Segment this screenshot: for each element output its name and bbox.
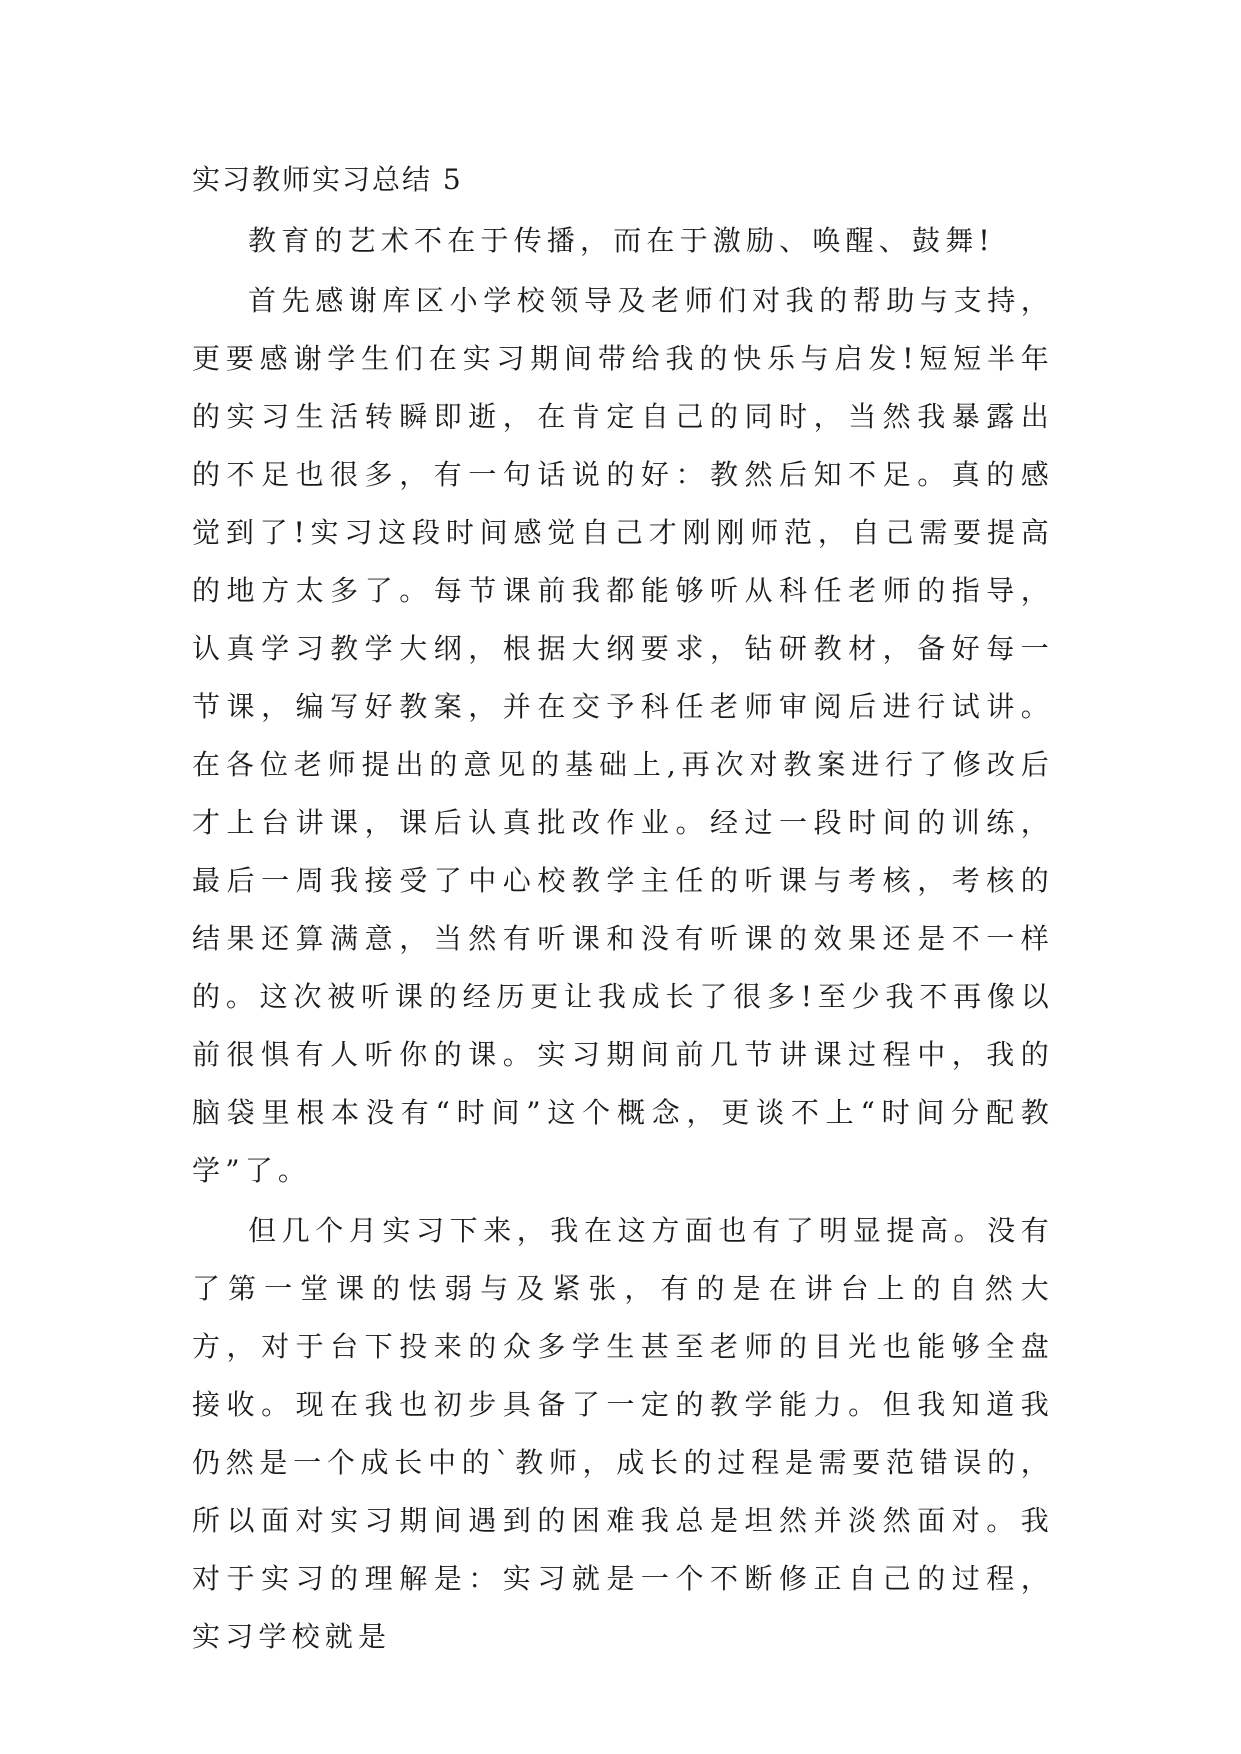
- document-title: 实习教师实习总结 5: [192, 163, 463, 196]
- paragraph-progress: 但几个月实习下来，我在这方面也有了明显提高。没有了第一堂课的怯弱与及紧张，有的是在讲台上的自然大方，对于台下投来的众多学生甚至老师的目光也能够全盘接收。现在我也初步具备了一定的教学能力。但我知道我仍然是一个成长中的`教师，成长的过程是需要范错误的，所以面对实习期间遇到的困难我总是坦然并淡然面对。我对于实习的理解是：实习就是一个不断修正自己的过程，实习学校就是: [192, 1214, 1054, 1653]
- paragraph-quote: 教育的艺术不在于传播，而在于激励、唤醒、鼓舞!: [248, 224, 995, 257]
- paragraph-thanks: 首先感谢库区小学校领导及老师们对我的帮助与支持，更要感谢学生们在实习期间带给我的快乐与启发!短短半年的实习生活转瞬即逝，在肯定自己的同时，当然我暴露出的不足也很多，有一句话说的好：教然后知不足。真的感觉到了!实习这段时间感觉自己才刚刚师范，自己需要提高的地方太多了。每节课前我都能够听从科任老师的指导，认真学习教学大纲，根据大纲要求，钻研教材，备好每一节课，编写好教案，并在交予科任老师审阅后进行试讲。在各位老师提出的意见的基础上,再次对教案进行了修改后才上台讲课，课后认真批改作业。经过一段时间的训练，最后一周我接受了中心校教学主任的听课与考核，考核的结果还算满意，当然有听课和没有听课的效果还是不一样的。这次被听课的经历更让我成长了很多!至少我不再像以前很惧有人听你的课。实习期间前几节讲课过程中，我的脑袋里根本没有“时间”这个概念，更谈不上“时间分配教学”了。: [192, 284, 1054, 1187]
- document-body: [192, 160, 1054, 1666]
